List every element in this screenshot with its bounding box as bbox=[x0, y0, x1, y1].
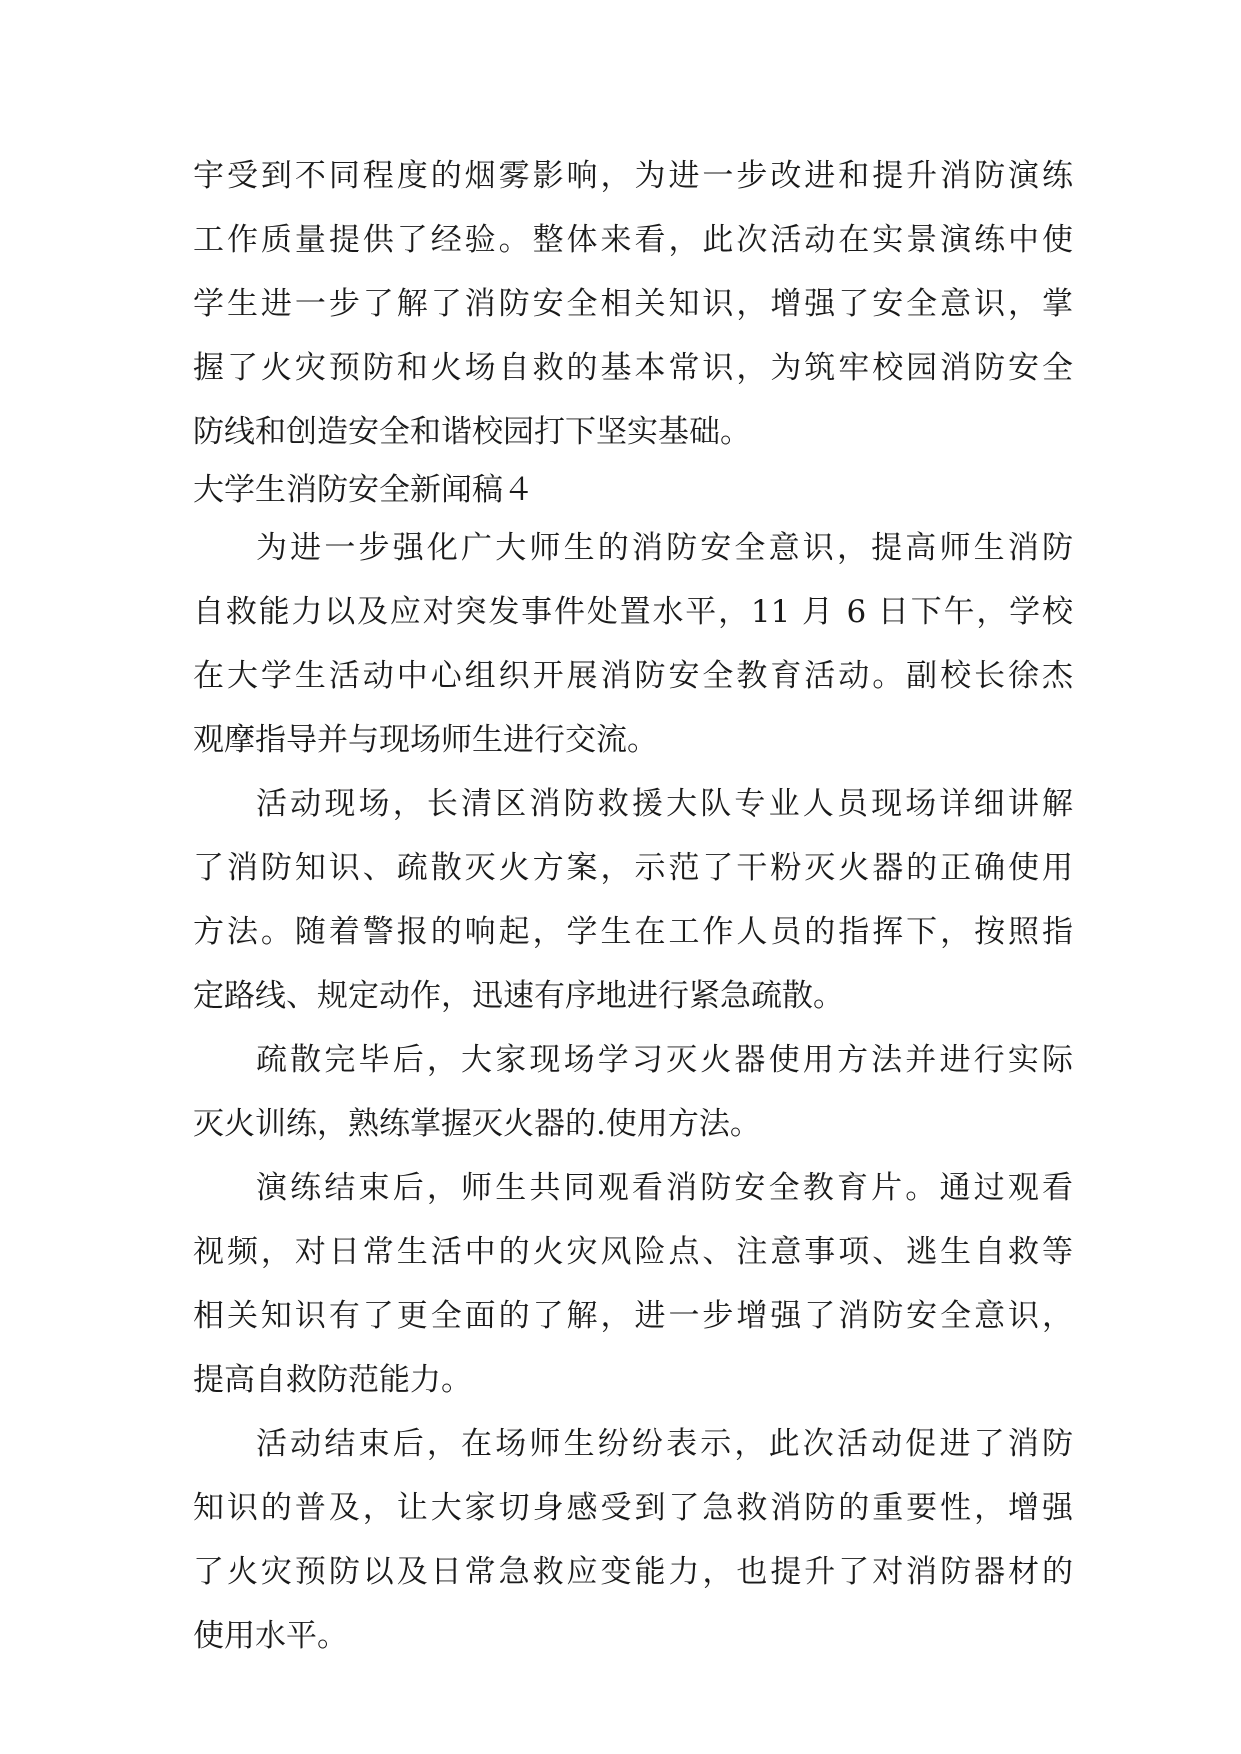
paragraph-line: 知识的普及，让大家切身感受到了急救消防的重要性，增强 bbox=[193, 1490, 1073, 1526]
paragraph-line: 了火灾预防以及日常急救应变能力，也提升了对消防器材的 bbox=[193, 1554, 1073, 1590]
paragraph-line: 灭火训练，熟练掌握灭火器的.使用方法。 bbox=[193, 1106, 761, 1142]
paragraph-line: 学生进一步了解了消防安全相关知识，增强了安全意识，掌 bbox=[193, 286, 1073, 322]
paragraph-line: 使用水平。 bbox=[193, 1618, 348, 1654]
paragraph-line: 在大学生活动中心组织开展消防安全教育活动。副校长徐杰 bbox=[193, 658, 1073, 694]
paragraph-line: 为进一步强化广大师生的消防安全意识，提高师生消防 bbox=[256, 530, 1073, 566]
paragraph-line: 宇受到不同程度的烟雾影响，为进一步改进和提升消防演练 bbox=[193, 158, 1073, 194]
paragraph-line: 活动现场，长清区消防救援大队专业人员现场详细讲解 bbox=[256, 786, 1073, 822]
paragraph-line: 相关知识有了更全面的了解，进一步增强了消防安全意识， bbox=[193, 1298, 1073, 1334]
paragraph-line: 演练结束后，师生共同观看消防安全教育片。通过观看 bbox=[256, 1170, 1073, 1206]
paragraph-line: 定路线、规定动作，迅速有序地进行紧急疏散。 bbox=[193, 978, 844, 1014]
section-heading: 大学生消防安全新闻稿４ bbox=[193, 472, 534, 508]
paragraph-line: 活动结束后，在场师生纷纷表示，此次活动促进了消防 bbox=[256, 1426, 1073, 1462]
paragraph-line: 防线和创造安全和谐校园打下坚实基础。 bbox=[193, 414, 751, 450]
paragraph-line: 方法。随着警报的响起，学生在工作人员的指挥下，按照指 bbox=[193, 914, 1073, 950]
paragraph-line: 提高自救防范能力。 bbox=[193, 1362, 472, 1398]
paragraph-line: 工作质量提供了经验。整体来看，此次活动在实景演练中使 bbox=[193, 222, 1073, 258]
paragraph-line: 观摩指导并与现场师生进行交流。 bbox=[193, 722, 658, 758]
paragraph-line: 了消防知识、疏散灭火方案，示范了干粉灭火器的正确使用 bbox=[193, 850, 1073, 886]
paragraph-line: 自救能力以及应对突发事件处置水平，11 月 6 日下午，学校 bbox=[193, 594, 1073, 630]
paragraph-line: 视频，对日常生活中的火灾风险点、注意事项、逃生自救等 bbox=[193, 1234, 1073, 1270]
paragraph-line: 疏散完毕后，大家现场学习灭火器使用方法并进行实际 bbox=[256, 1042, 1073, 1078]
paragraph-line: 握了火灾预防和火场自救的基本常识，为筑牢校园消防安全 bbox=[193, 350, 1073, 386]
